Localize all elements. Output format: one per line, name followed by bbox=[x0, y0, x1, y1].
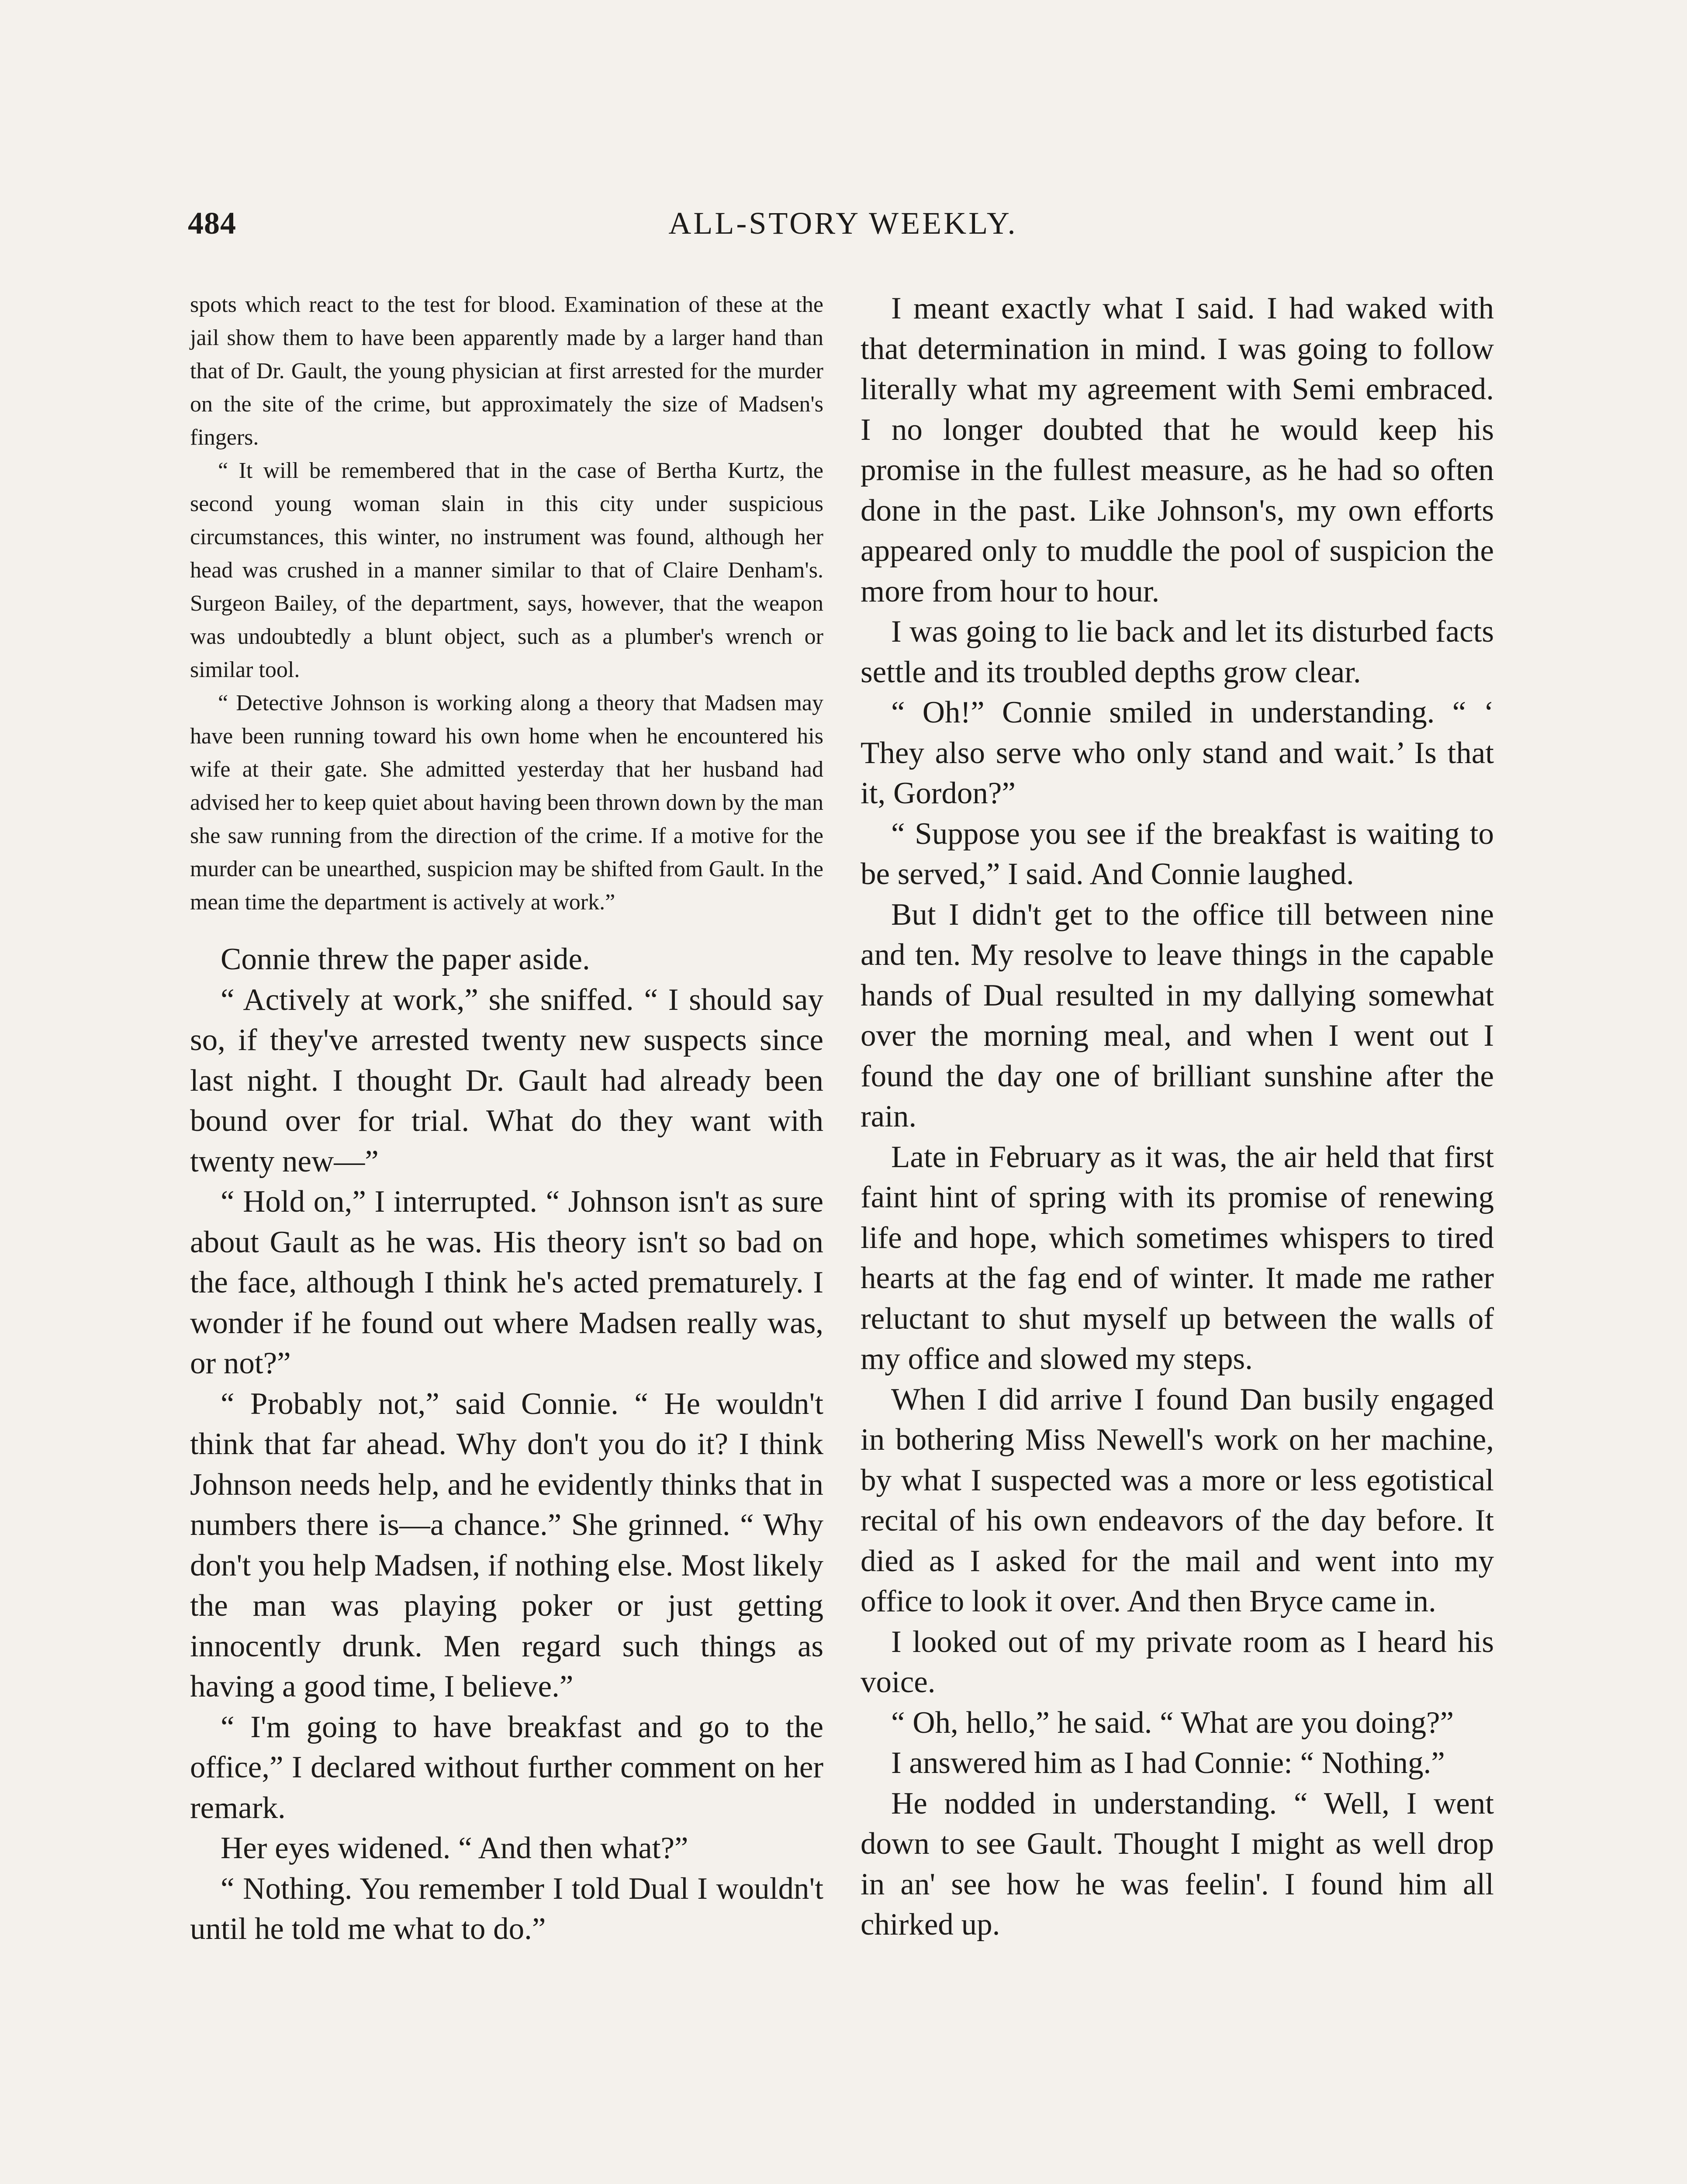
story-paragraph: “ Suppose you see if the breakfast is waiting to be served,” I said. And Connie laughed. bbox=[861, 816, 1494, 891]
story-paragraph: I answered him as I had Connie: “ Nothing.” bbox=[891, 1746, 1445, 1780]
story-text bbox=[190, 939, 823, 1949]
left-column bbox=[190, 288, 823, 1949]
story-paragraph: I was going to lie back and let its disturbed facts settle and its troubled depths grow clear. bbox=[861, 615, 1494, 689]
story-paragraph: But I didn't get to the office till between nine and ten. My resolve to leave things in the capable hands of Dual resulted in my dallying somewhat over the morning meal, and when I went out I found the day one of brilliant sunshine after the rain. bbox=[861, 897, 1494, 1133]
newspaper-excerpt bbox=[190, 288, 823, 919]
newspaper-paragraph: “ Detective Johnson is working along a theory that Madsen may have been running toward his own home when he encountered his wife at their gate. She admitted yesterday that her husband had advised her to keep quiet about having been thrown down by the man she saw running from the direction of the crime. If a motive for the murder can be unearthed, suspicion may be shifted from Gault. In the mean time the department is actively at work.” bbox=[190, 691, 823, 915]
story-paragraph: “ Actively at work,” she sniffed. “ I should say so, if they've arrested twenty new suspects since last night. I thought Dr. Gault had already been bound over for trial. What do they want with twenty new—” bbox=[190, 982, 823, 1178]
story-paragraph: “ Probably not,” said Connie. “ He wouldn't think that far ahead. Why don't you do it? I think Johnson needs help, and he evidently thinks that in numbers there is—a chance.” She grinned. “ Why don't you help Madsen, if nothing else. Most likely the man was playing poker or just getting innocently drunk. Men regard such things as having a good time, I believe.” bbox=[190, 1386, 823, 1704]
story-paragraph: Her eyes widened. “ And then what?” bbox=[221, 1831, 688, 1865]
page-number: 484 bbox=[188, 206, 236, 241]
story-paragraph: “ Hold on,” I interrupted. “ Johnson isn't as sure about Gault as he was. His theory isn't so bad on the face, although I think he's acted prematurely. I wonder if he found out where Madsen really was, or not?” bbox=[190, 1185, 823, 1380]
story-paragraph: Late in February as it was, the air held that first faint hint of spring with its promise of renewing life and hope, which sometimes whispers to tired hearts at the fag end of winter. It made me rather reluctant to shut myself up between the walls of my office and slowed my steps. bbox=[861, 1140, 1494, 1376]
story-paragraph: “ Oh, hello,” he said. “ What are you doing?” bbox=[891, 1705, 1454, 1740]
story-paragraph: “ I'm going to have breakfast and go to the office,” I declared without further comment on her remark. bbox=[190, 1710, 823, 1825]
story-paragraph: “ Oh!” Connie smiled in understanding. “ ‘ They also serve who only stand and wait.’ Is that it, Gordon?” bbox=[861, 695, 1494, 810]
story-paragraph: I looked out of my private room as I heard his voice. bbox=[861, 1624, 1494, 1699]
right-column bbox=[861, 288, 1494, 1945]
story-paragraph: Connie threw the paper aside. bbox=[221, 942, 590, 976]
story-paragraph: When I did arrive I found Dan busily engaged in bothering Miss Newell's work on her machine, by what I suspected was a more or less egotistical recital of his own endeavors of the day before. It died as I asked for the mail and went into my office to look it over. And then Bryce came in. bbox=[861, 1382, 1494, 1618]
story-paragraph: I meant exactly what I said. I had waked with that determination in mind. I was going to follow literally what my agreement with Semi embraced. I no longer doubted that he would keep his promise in the fullest measure, as he had so often done in the past. Like Johnson's, my own efforts appeared only to muddle the pool of suspicion the more from hour to hour. bbox=[861, 291, 1494, 608]
story-paragraph: He nodded in understanding. “ Well, I went down to see Gault. Thought I might as well drop in an' see how he was feelin'. I found him all chirked up. bbox=[861, 1786, 1494, 1942]
running-head: ALL-STORY WEEKLY. bbox=[668, 206, 1018, 241]
newspaper-paragraph: spots which react to the test for blood. Examination of these at the jail show them to have been apparently made by a larger hand than that of Dr. Gault, the young physician at first arrested for the murder on the site of the crime, but approximately the size of Madsen's fingers. bbox=[190, 292, 823, 450]
page-header bbox=[188, 205, 1498, 262]
newspaper-paragraph: “ It will be remembered that in the case of Bertha Kurtz, the second young woman slain in this city under suspicious circumstances, this winter, no instrument was found, although her head was crushed in a manner similar to that of Claire Denham's. Surgeon Bailey, of the department, says, however, that the weapon was undoubtedly a blunt object, such as a plumber's wrench or similar tool. bbox=[190, 458, 823, 682]
story-text bbox=[861, 288, 1494, 1945]
story-paragraph: “ Nothing. You remember I told Dual I wouldn't until he told me what to do.” bbox=[190, 1871, 823, 1946]
